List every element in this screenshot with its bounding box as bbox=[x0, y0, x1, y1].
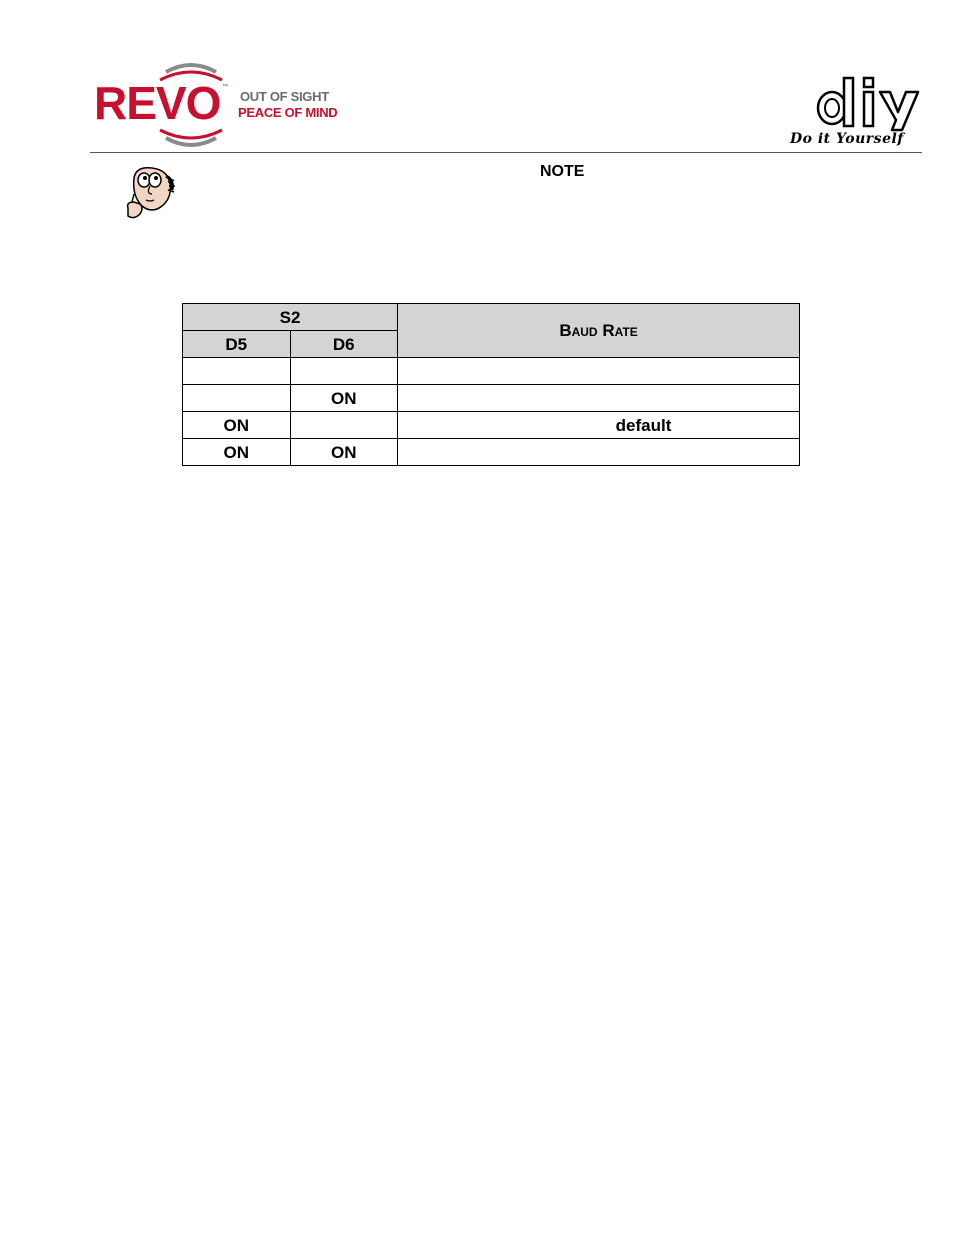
baud-rate-table bbox=[182, 303, 800, 466]
cell-d6 bbox=[290, 358, 398, 385]
column-header-d6: D6 bbox=[290, 331, 398, 358]
cell-d6: ON bbox=[290, 385, 398, 412]
cell-baud-rate bbox=[398, 439, 800, 466]
note-label: NOTE bbox=[540, 163, 585, 180]
baud-rate-header: Baud Rate bbox=[398, 304, 800, 358]
switch-group-header: S2 bbox=[183, 304, 398, 331]
table-row bbox=[183, 385, 800, 412]
brand-wordmark: REVO bbox=[94, 77, 221, 129]
cell-baud-rate bbox=[398, 358, 800, 385]
trademark-mark: ™ bbox=[222, 84, 228, 90]
revo-logo bbox=[90, 60, 350, 150]
cell-d6: ON bbox=[290, 439, 398, 466]
page-header bbox=[0, 0, 954, 160]
table-row bbox=[183, 358, 800, 385]
header-divider bbox=[90, 152, 922, 153]
diy-logo bbox=[784, 74, 926, 154]
baud-rate-value: default bbox=[615, 415, 672, 435]
cell-baud-rate bbox=[398, 385, 800, 412]
cell-d5 bbox=[183, 358, 291, 385]
table-row bbox=[183, 412, 800, 439]
cell-baud-rate bbox=[398, 412, 800, 439]
diy-wordmark-icon bbox=[814, 74, 924, 134]
thinking-man-icon bbox=[122, 164, 178, 222]
column-header-d5: D5 bbox=[183, 331, 291, 358]
diy-script-text: Do it Yourself bbox=[790, 131, 904, 147]
cell-d6 bbox=[290, 412, 398, 439]
table-row bbox=[183, 439, 800, 466]
cell-d5 bbox=[183, 385, 291, 412]
table-header-row bbox=[183, 304, 800, 331]
cell-d5: ON bbox=[183, 412, 291, 439]
tagline-line-2: PEACE OF MIND bbox=[238, 105, 338, 120]
tagline-line-1: OUT OF SIGHT bbox=[240, 89, 329, 104]
cell-d5: ON bbox=[183, 439, 291, 466]
